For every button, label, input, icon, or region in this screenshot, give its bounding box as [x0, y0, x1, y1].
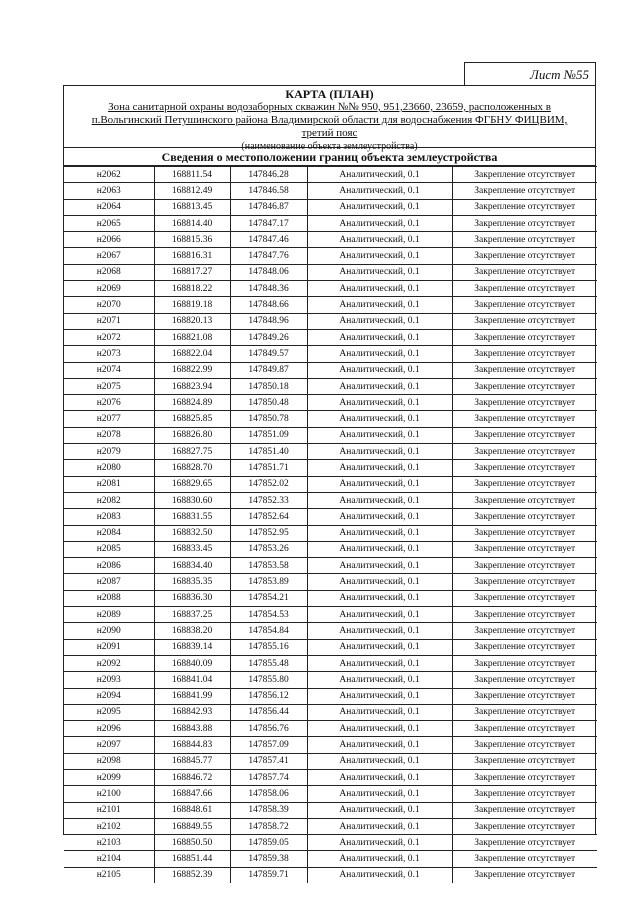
table-row — [64, 835, 597, 851]
y-coordinate-cell: 147852.02 — [230, 476, 307, 492]
table-row — [64, 199, 597, 215]
x-coordinate-cell: 168827.75 — [154, 444, 230, 460]
fixing-description-cell: Закрепление отсутствует — [452, 281, 597, 297]
x-coordinate-cell: 168842.93 — [154, 704, 230, 720]
point-id-cell: н2077 — [64, 411, 154, 427]
point-id-cell: н2082 — [64, 492, 154, 508]
y-coordinate-cell: 147849.26 — [230, 329, 307, 345]
fixing-description-cell: Закрепление отсутствует — [452, 867, 597, 883]
table-row — [64, 444, 597, 460]
y-coordinate-cell: 147851.40 — [230, 444, 307, 460]
point-id-cell: н2068 — [64, 264, 154, 280]
point-id-cell: н2067 — [64, 248, 154, 264]
table-row — [64, 688, 597, 704]
table-row — [64, 753, 597, 769]
method-accuracy-cell: Аналитический, 0.1 — [307, 786, 452, 802]
point-id-cell: н2088 — [64, 590, 154, 606]
x-coordinate-cell: 168812.49 — [154, 183, 230, 199]
point-id-cell: н2084 — [64, 525, 154, 541]
table-row — [64, 574, 597, 590]
method-accuracy-cell: Аналитический, 0.1 — [307, 851, 452, 867]
sheet-number-box — [464, 62, 596, 86]
x-coordinate-cell: 168814.40 — [154, 215, 230, 231]
fixing-description-cell: Закрепление отсутствует — [452, 574, 597, 590]
table-row — [64, 737, 597, 753]
table-body — [64, 167, 597, 884]
y-coordinate-cell: 147854.84 — [230, 623, 307, 639]
method-accuracy-cell: Аналитический, 0.1 — [307, 574, 452, 590]
y-coordinate-cell: 147855.80 — [230, 672, 307, 688]
fixing-description-cell: Закрепление отсутствует — [452, 183, 597, 199]
method-accuracy-cell: Аналитический, 0.1 — [307, 313, 452, 329]
point-id-cell: н2091 — [64, 639, 154, 655]
y-coordinate-cell: 147846.28 — [230, 167, 307, 183]
point-id-cell: н2080 — [64, 460, 154, 476]
y-coordinate-cell: 147854.21 — [230, 590, 307, 606]
y-coordinate-cell: 147847.17 — [230, 215, 307, 231]
x-coordinate-cell: 168818.22 — [154, 281, 230, 297]
y-coordinate-cell: 147856.76 — [230, 721, 307, 737]
point-id-cell: н2069 — [64, 281, 154, 297]
object-name-line-2: п.Вольгинский Петушинского района Владимирской области для водоснабжения ФГБНУ ФИЦВИМ, — [91, 114, 568, 126]
x-coordinate-cell: 168837.25 — [154, 607, 230, 623]
fixing-description-cell: Закрепление отсутствует — [452, 753, 597, 769]
x-coordinate-cell: 168843.88 — [154, 721, 230, 737]
method-accuracy-cell: Аналитический, 0.1 — [307, 297, 452, 313]
y-coordinate-cell: 147850.18 — [230, 378, 307, 394]
point-id-cell: н2079 — [64, 444, 154, 460]
fixing-description-cell: Закрепление отсутствует — [452, 476, 597, 492]
point-id-cell: н2093 — [64, 672, 154, 688]
point-id-cell: н2092 — [64, 655, 154, 671]
fixing-description-cell: Закрепление отсутствует — [452, 688, 597, 704]
x-coordinate-cell: 168847.66 — [154, 786, 230, 802]
fixing-description-cell: Закрепление отсутствует — [452, 590, 597, 606]
point-id-cell: н2095 — [64, 704, 154, 720]
method-accuracy-cell: Аналитический, 0.1 — [307, 329, 452, 345]
fixing-description-cell: Закрепление отсутствует — [452, 444, 597, 460]
method-accuracy-cell: Аналитический, 0.1 — [307, 378, 452, 394]
x-coordinate-cell: 168816.31 — [154, 248, 230, 264]
table-row — [64, 395, 597, 411]
x-coordinate-cell: 168820.13 — [154, 313, 230, 329]
y-coordinate-cell: 147858.72 — [230, 818, 307, 834]
table-row — [64, 558, 597, 574]
object-name-line-3: третий пояс — [301, 127, 358, 139]
y-coordinate-cell: 147858.06 — [230, 786, 307, 802]
point-id-cell: н2098 — [64, 753, 154, 769]
method-accuracy-cell: Аналитический, 0.1 — [307, 525, 452, 541]
y-coordinate-cell: 147857.41 — [230, 753, 307, 769]
x-coordinate-cell: 168846.72 — [154, 769, 230, 785]
y-coordinate-cell: 147857.09 — [230, 737, 307, 753]
y-coordinate-cell: 147847.46 — [230, 232, 307, 248]
y-coordinate-cell: 147853.26 — [230, 541, 307, 557]
point-id-cell: н2094 — [64, 688, 154, 704]
table-row — [64, 281, 597, 297]
fixing-description-cell: Закрепление отсутствует — [452, 395, 597, 411]
method-accuracy-cell: Аналитический, 0.1 — [307, 509, 452, 525]
table-row — [64, 639, 597, 655]
y-coordinate-cell: 147851.09 — [230, 427, 307, 443]
x-coordinate-cell: 168828.70 — [154, 460, 230, 476]
x-coordinate-cell: 168834.40 — [154, 558, 230, 574]
y-coordinate-cell: 147849.57 — [230, 346, 307, 362]
document-frame — [63, 85, 596, 881]
method-accuracy-cell: Аналитический, 0.1 — [307, 411, 452, 427]
fixing-description-cell: Закрепление отсутствует — [452, 248, 597, 264]
method-accuracy-cell: Аналитический, 0.1 — [307, 753, 452, 769]
method-accuracy-cell: Аналитический, 0.1 — [307, 476, 452, 492]
table-row — [64, 802, 597, 818]
fixing-description-cell: Закрепление отсутствует — [452, 492, 597, 508]
y-coordinate-cell: 147855.16 — [230, 639, 307, 655]
fixing-description-cell: Закрепление отсутствует — [452, 313, 597, 329]
table-row — [64, 411, 597, 427]
table-row — [64, 427, 597, 443]
x-coordinate-cell: 168838.20 — [154, 623, 230, 639]
method-accuracy-cell: Аналитический, 0.1 — [307, 672, 452, 688]
table-row — [64, 313, 597, 329]
point-id-cell: н2071 — [64, 313, 154, 329]
fixing-description-cell: Закрепление отсутствует — [452, 509, 597, 525]
point-id-cell: н2103 — [64, 835, 154, 851]
y-coordinate-cell: 147853.89 — [230, 574, 307, 590]
point-id-cell: н2102 — [64, 818, 154, 834]
fixing-description-cell: Закрепление отсутствует — [452, 786, 597, 802]
point-id-cell: н2085 — [64, 541, 154, 557]
method-accuracy-cell: Аналитический, 0.1 — [307, 655, 452, 671]
method-accuracy-cell: Аналитический, 0.1 — [307, 281, 452, 297]
section-title: Сведения о местоположении границ объекта землеустройства — [64, 148, 595, 166]
table-row — [64, 167, 597, 183]
y-coordinate-cell: 147856.12 — [230, 688, 307, 704]
x-coordinate-cell: 168851.44 — [154, 851, 230, 867]
fixing-description-cell: Закрепление отсутствует — [452, 460, 597, 476]
fixing-description-cell: Закрепление отсутствует — [452, 623, 597, 639]
point-id-cell: н2073 — [64, 346, 154, 362]
y-coordinate-cell: 147858.39 — [230, 802, 307, 818]
fixing-description-cell: Закрепление отсутствует — [452, 264, 597, 280]
table-row — [64, 541, 597, 557]
table-row — [64, 818, 597, 834]
point-id-cell: н2062 — [64, 167, 154, 183]
point-id-cell: н2086 — [64, 558, 154, 574]
table-row — [64, 704, 597, 720]
method-accuracy-cell: Аналитический, 0.1 — [307, 704, 452, 720]
table-row — [64, 183, 597, 199]
x-coordinate-cell: 168849.55 — [154, 818, 230, 834]
fixing-description-cell: Закрепление отсутствует — [452, 329, 597, 345]
x-coordinate-cell: 168845.77 — [154, 753, 230, 769]
x-coordinate-cell: 168826.80 — [154, 427, 230, 443]
x-coordinate-cell: 168848.61 — [154, 802, 230, 818]
x-coordinate-cell: 168836.30 — [154, 590, 230, 606]
y-coordinate-cell: 147850.78 — [230, 411, 307, 427]
object-name-caption: (наименование объекта землеустройства) — [241, 141, 418, 152]
method-accuracy-cell: Аналитический, 0.1 — [307, 444, 452, 460]
point-id-cell: н2104 — [64, 851, 154, 867]
fixing-description-cell: Закрепление отсутствует — [452, 362, 597, 378]
method-accuracy-cell: Аналитический, 0.1 — [307, 248, 452, 264]
table-row — [64, 851, 597, 867]
method-accuracy-cell: Аналитический, 0.1 — [307, 346, 452, 362]
y-coordinate-cell: 147852.64 — [230, 509, 307, 525]
method-accuracy-cell: Аналитический, 0.1 — [307, 607, 452, 623]
x-coordinate-cell: 168841.04 — [154, 672, 230, 688]
table-row — [64, 867, 597, 883]
table-row — [64, 476, 597, 492]
table-row — [64, 786, 597, 802]
table-row — [64, 590, 597, 606]
fixing-description-cell: Закрепление отсутствует — [452, 639, 597, 655]
point-id-cell: н2066 — [64, 232, 154, 248]
y-coordinate-cell: 147848.06 — [230, 264, 307, 280]
method-accuracy-cell: Аналитический, 0.1 — [307, 541, 452, 557]
table-row — [64, 509, 597, 525]
x-coordinate-cell: 168832.50 — [154, 525, 230, 541]
point-id-cell: н2100 — [64, 786, 154, 802]
point-id-cell: н2096 — [64, 721, 154, 737]
y-coordinate-cell: 147848.96 — [230, 313, 307, 329]
point-id-cell: н2089 — [64, 607, 154, 623]
fixing-description-cell: Закрепление отсутствует — [452, 672, 597, 688]
y-coordinate-cell: 147852.33 — [230, 492, 307, 508]
fixing-description-cell: Закрепление отсутствует — [452, 802, 597, 818]
table-row — [64, 460, 597, 476]
table-row — [64, 264, 597, 280]
x-coordinate-cell: 168852.39 — [154, 867, 230, 883]
table-row — [64, 672, 597, 688]
table-row — [64, 232, 597, 248]
method-accuracy-cell: Аналитический, 0.1 — [307, 639, 452, 655]
point-id-cell: н2063 — [64, 183, 154, 199]
point-id-cell: н2065 — [64, 215, 154, 231]
table-row — [64, 329, 597, 345]
point-id-cell: н2099 — [64, 769, 154, 785]
fixing-description-cell: Закрепление отсутствует — [452, 541, 597, 557]
x-coordinate-cell: 168840.09 — [154, 655, 230, 671]
method-accuracy-cell: Аналитический, 0.1 — [307, 232, 452, 248]
x-coordinate-cell: 168822.99 — [154, 362, 230, 378]
method-accuracy-cell: Аналитический, 0.1 — [307, 721, 452, 737]
method-accuracy-cell: Аналитический, 0.1 — [307, 362, 452, 378]
method-accuracy-cell: Аналитический, 0.1 — [307, 427, 452, 443]
fixing-description-cell: Закрепление отсутствует — [452, 851, 597, 867]
x-coordinate-cell: 168829.65 — [154, 476, 230, 492]
x-coordinate-cell: 168841.99 — [154, 688, 230, 704]
method-accuracy-cell: Аналитический, 0.1 — [307, 769, 452, 785]
fixing-description-cell: Закрепление отсутствует — [452, 655, 597, 671]
table-row — [64, 623, 597, 639]
fixing-description-cell: Закрепление отсутствует — [452, 558, 597, 574]
method-accuracy-cell: Аналитический, 0.1 — [307, 558, 452, 574]
method-accuracy-cell: Аналитический, 0.1 — [307, 818, 452, 834]
object-name-line-1: Зона санитарной охраны водозаборных скважин №№ 950, 951,23660, 23659, расположенных в — [108, 101, 551, 113]
x-coordinate-cell: 168844.83 — [154, 737, 230, 753]
table-row — [64, 297, 597, 313]
point-id-cell: н2101 — [64, 802, 154, 818]
fixing-description-cell: Закрепление отсутствует — [452, 411, 597, 427]
x-coordinate-cell: 168850.50 — [154, 835, 230, 851]
table-row — [64, 362, 597, 378]
point-id-cell: н2074 — [64, 362, 154, 378]
method-accuracy-cell: Аналитический, 0.1 — [307, 183, 452, 199]
y-coordinate-cell: 147847.76 — [230, 248, 307, 264]
table-row — [64, 721, 597, 737]
method-accuracy-cell: Аналитический, 0.1 — [307, 802, 452, 818]
x-coordinate-cell: 168823.94 — [154, 378, 230, 394]
fixing-description-cell: Закрепление отсутствует — [452, 232, 597, 248]
fixing-description-cell: Закрепление отсутствует — [452, 378, 597, 394]
point-id-cell: н2081 — [64, 476, 154, 492]
table-row — [64, 607, 597, 623]
x-coordinate-cell: 168815.36 — [154, 232, 230, 248]
point-id-cell: н2105 — [64, 867, 154, 883]
y-coordinate-cell: 147850.48 — [230, 395, 307, 411]
point-id-cell: н2075 — [64, 378, 154, 394]
point-id-cell: н2078 — [64, 427, 154, 443]
table-row — [64, 346, 597, 362]
y-coordinate-cell: 147846.87 — [230, 199, 307, 215]
point-id-cell: н2090 — [64, 623, 154, 639]
fixing-description-cell: Закрепление отсутствует — [452, 525, 597, 541]
table-row — [64, 492, 597, 508]
method-accuracy-cell: Аналитический, 0.1 — [307, 167, 452, 183]
fixing-description-cell: Закрепление отсутствует — [452, 199, 597, 215]
x-coordinate-cell: 168817.27 — [154, 264, 230, 280]
method-accuracy-cell: Аналитический, 0.1 — [307, 867, 452, 883]
point-id-cell: н2087 — [64, 574, 154, 590]
x-coordinate-cell: 168831.55 — [154, 509, 230, 525]
document-header — [64, 86, 595, 152]
y-coordinate-cell: 147846.58 — [230, 183, 307, 199]
point-id-cell: н2097 — [64, 737, 154, 753]
fixing-description-cell: Закрепление отсутствует — [452, 427, 597, 443]
y-coordinate-cell: 147859.38 — [230, 851, 307, 867]
document-title: КАРТА (ПЛАН) — [285, 87, 374, 101]
method-accuracy-cell: Аналитический, 0.1 — [307, 737, 452, 753]
table-row — [64, 215, 597, 231]
y-coordinate-cell: 147853.58 — [230, 558, 307, 574]
boundary-points-table — [64, 166, 597, 883]
x-coordinate-cell: 168835.35 — [154, 574, 230, 590]
x-coordinate-cell: 168822.04 — [154, 346, 230, 362]
fixing-description-cell: Закрепление отсутствует — [452, 721, 597, 737]
point-id-cell: н2072 — [64, 329, 154, 345]
fixing-description-cell: Закрепление отсутствует — [452, 346, 597, 362]
x-coordinate-cell: 168830.60 — [154, 492, 230, 508]
y-coordinate-cell: 147857.74 — [230, 769, 307, 785]
method-accuracy-cell: Аналитический, 0.1 — [307, 492, 452, 508]
method-accuracy-cell: Аналитический, 0.1 — [307, 215, 452, 231]
x-coordinate-cell: 168811.54 — [154, 167, 230, 183]
x-coordinate-cell: 168824.89 — [154, 395, 230, 411]
y-coordinate-cell: 147849.87 — [230, 362, 307, 378]
table-row — [64, 378, 597, 394]
method-accuracy-cell: Аналитический, 0.1 — [307, 623, 452, 639]
y-coordinate-cell: 147859.71 — [230, 867, 307, 883]
point-id-cell: н2083 — [64, 509, 154, 525]
y-coordinate-cell: 147852.95 — [230, 525, 307, 541]
table-row — [64, 769, 597, 785]
fixing-description-cell: Закрепление отсутствует — [452, 607, 597, 623]
fixing-description-cell: Закрепление отсутствует — [452, 215, 597, 231]
method-accuracy-cell: Аналитический, 0.1 — [307, 199, 452, 215]
method-accuracy-cell: Аналитический, 0.1 — [307, 835, 452, 851]
y-coordinate-cell: 147854.53 — [230, 607, 307, 623]
y-coordinate-cell: 147851.71 — [230, 460, 307, 476]
method-accuracy-cell: Аналитический, 0.1 — [307, 590, 452, 606]
method-accuracy-cell: Аналитический, 0.1 — [307, 688, 452, 704]
x-coordinate-cell: 168819.18 — [154, 297, 230, 313]
point-id-cell: н2064 — [64, 199, 154, 215]
table-row — [64, 655, 597, 671]
table-row — [64, 525, 597, 541]
fixing-description-cell: Закрепление отсутствует — [452, 737, 597, 753]
fixing-description-cell: Закрепление отсутствует — [452, 167, 597, 183]
fixing-description-cell: Закрепление отсутствует — [452, 769, 597, 785]
x-coordinate-cell: 168833.45 — [154, 541, 230, 557]
x-coordinate-cell: 168813.45 — [154, 199, 230, 215]
y-coordinate-cell: 147856.44 — [230, 704, 307, 720]
y-coordinate-cell: 147859.05 — [230, 835, 307, 851]
sheet-number: Лист №55 — [530, 66, 589, 82]
fixing-description-cell: Закрепление отсутствует — [452, 818, 597, 834]
y-coordinate-cell: 147848.36 — [230, 281, 307, 297]
fixing-description-cell: Закрепление отсутствует — [452, 297, 597, 313]
fixing-description-cell: Закрепление отсутствует — [452, 835, 597, 851]
table-row — [64, 248, 597, 264]
method-accuracy-cell: Аналитический, 0.1 — [307, 460, 452, 476]
y-coordinate-cell: 147855.48 — [230, 655, 307, 671]
point-id-cell: н2070 — [64, 297, 154, 313]
point-id-cell: н2076 — [64, 395, 154, 411]
y-coordinate-cell: 147848.66 — [230, 297, 307, 313]
x-coordinate-cell: 168821.08 — [154, 329, 230, 345]
x-coordinate-cell: 168839.14 — [154, 639, 230, 655]
method-accuracy-cell: Аналитический, 0.1 — [307, 264, 452, 280]
fixing-description-cell: Закрепление отсутствует — [452, 704, 597, 720]
x-coordinate-cell: 168825.85 — [154, 411, 230, 427]
method-accuracy-cell: Аналитический, 0.1 — [307, 395, 452, 411]
